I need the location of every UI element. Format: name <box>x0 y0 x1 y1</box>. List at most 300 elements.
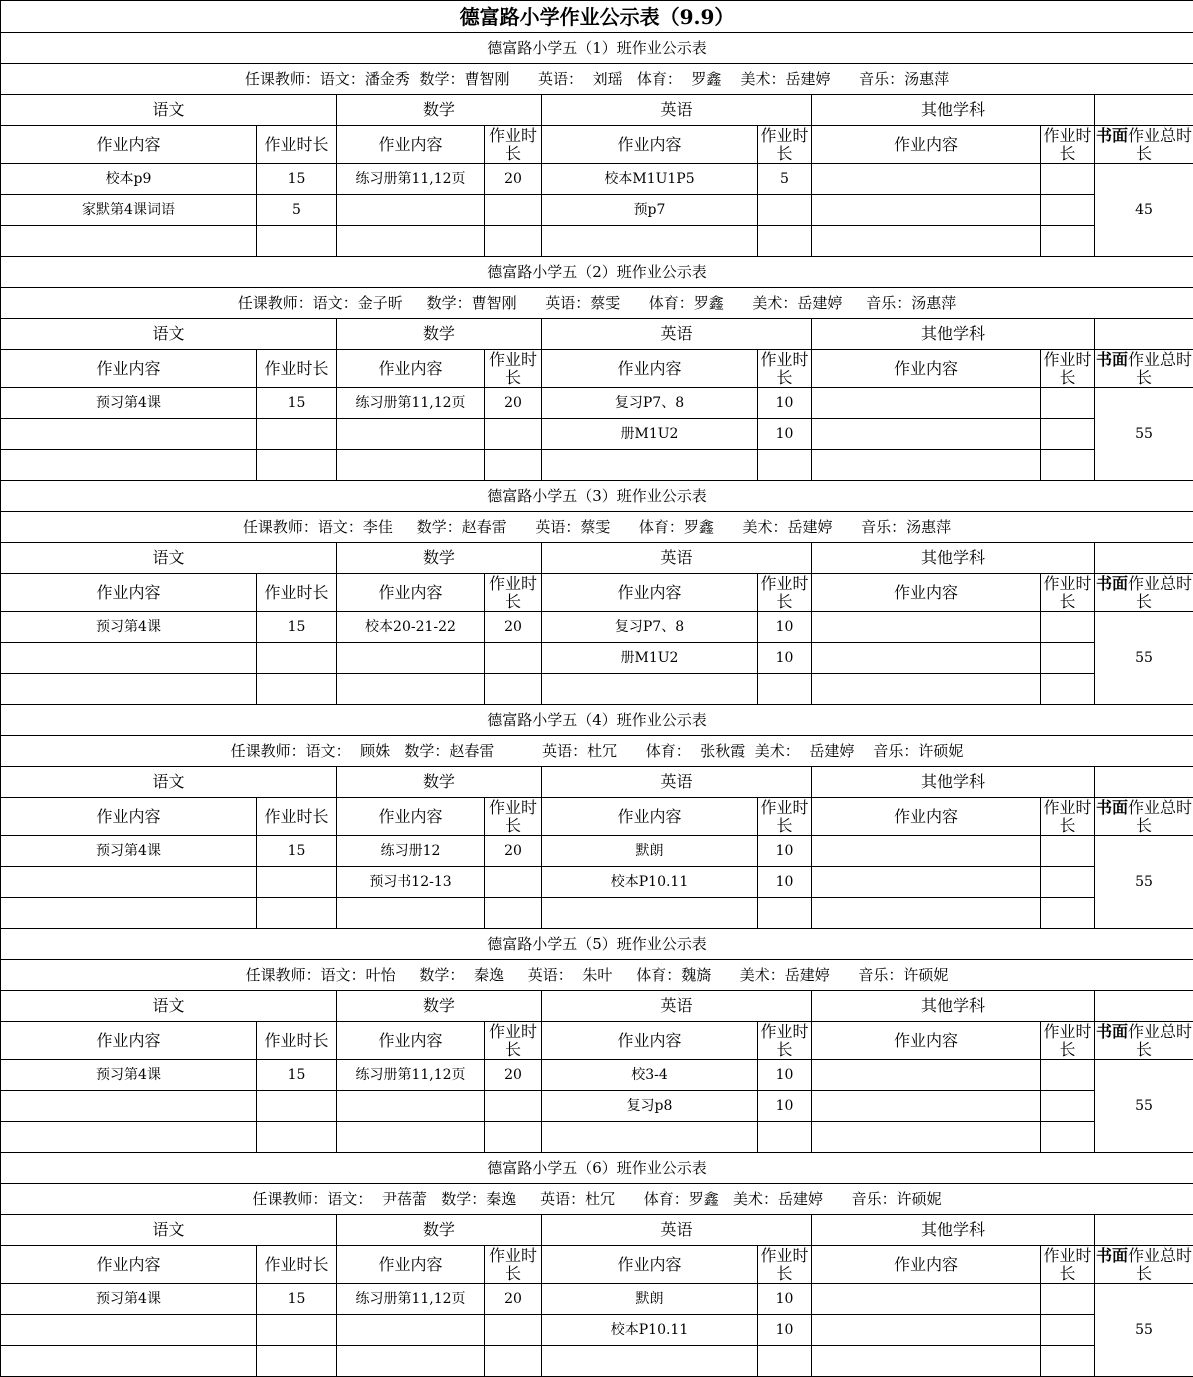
table-cell <box>1041 612 1095 643</box>
col-duration: 作业时长 <box>1041 1022 1095 1060</box>
col-total-bold: 书面 <box>1096 1022 1128 1041</box>
table-cell <box>257 643 337 674</box>
table-cell: 练习册第11,12页 <box>337 1060 485 1091</box>
table-cell: 校3-4 <box>542 1060 758 1091</box>
table-cell: 10 <box>758 836 812 867</box>
table-cell: 10 <box>758 643 812 674</box>
table-cell <box>485 1091 542 1122</box>
table-cell: 校本p9 <box>1 164 257 195</box>
table-cell <box>1 419 257 450</box>
table-cell <box>542 674 758 705</box>
table-cell <box>812 1060 1041 1091</box>
teachers-info: 任课教师：语文：叶怡 数学： 秦逸 英语： 朱叶 体育：魏旖 美术：岳建婷 音乐：许硕妮 <box>1 960 1193 991</box>
empty-cell <box>1095 95 1193 126</box>
table-cell <box>337 450 485 481</box>
table-row <box>1 226 1193 257</box>
table-row <box>1 1315 1193 1346</box>
table-cell <box>337 1346 485 1377</box>
class-title: 德富路小学五（3）班作业公示表 <box>1 481 1193 512</box>
subject-other: 其他学科 <box>812 95 1095 126</box>
table-cell: 册M1U2 <box>542 643 758 674</box>
col-content: 作业内容 <box>812 1022 1041 1060</box>
table-cell <box>812 164 1041 195</box>
table-cell <box>485 1346 542 1377</box>
table-cell: 校本M1U1P5 <box>542 164 758 195</box>
table-cell <box>758 226 812 257</box>
teachers-row <box>1 1184 1193 1215</box>
table-cell <box>1041 1060 1095 1091</box>
subject-header-row <box>1 767 1193 798</box>
table-cell <box>1041 674 1095 705</box>
column-header-row <box>1 1022 1193 1060</box>
teachers-info: 任课教师：语文：李佳 数学：赵春雷 英语：蔡雯 体育：罗鑫 美术：岳建婷 音乐：汤惠萍 <box>1 512 1193 543</box>
col-total-rest: 作业总时长 <box>1128 1246 1192 1283</box>
subject-other: 其他学科 <box>812 991 1095 1022</box>
subject-english: 英语 <box>542 991 812 1022</box>
col-total-bold: 书面 <box>1096 798 1128 817</box>
teachers-info: 任课教师：语文： 顾姝 数学：赵春雷 英语：杜冗 体育： 张秋霞 美术： 岳建婷 音乐：许硕妮 <box>1 736 1193 767</box>
subject-chinese: 语文 <box>1 1215 337 1246</box>
col-duration: 作业时长 <box>1041 1246 1095 1284</box>
table-cell: 15 <box>257 1284 337 1315</box>
subject-header-row <box>1 319 1193 350</box>
table-cell: 练习册第11,12页 <box>337 388 485 419</box>
table-cell <box>812 1122 1041 1153</box>
table-row <box>1 1091 1193 1122</box>
col-content: 作业内容 <box>542 798 758 836</box>
table-cell <box>337 195 485 226</box>
table-cell <box>1 1315 257 1346</box>
table-cell <box>1 867 257 898</box>
col-total <box>1095 1246 1193 1284</box>
table-cell <box>542 450 758 481</box>
table-row <box>1 674 1193 705</box>
table-cell <box>337 643 485 674</box>
table-cell: 20 <box>485 1060 542 1091</box>
col-content: 作业内容 <box>542 574 758 612</box>
table-cell <box>257 1315 337 1346</box>
table-cell: 校本20-21-22 <box>337 612 485 643</box>
table-row <box>1 836 1193 867</box>
col-duration: 作业时长 <box>485 126 542 164</box>
empty-cell <box>1095 319 1193 350</box>
col-total-bold: 书面 <box>1096 574 1128 593</box>
table-cell: 20 <box>485 1284 542 1315</box>
teachers-row <box>1 736 1193 767</box>
table-cell: 默朗 <box>542 836 758 867</box>
table-cell <box>1041 164 1095 195</box>
table-cell: 预习第4课 <box>1 1284 257 1315</box>
col-duration: 作业时长 <box>485 574 542 612</box>
col-content: 作业内容 <box>542 1246 758 1284</box>
table-cell <box>812 195 1041 226</box>
table-cell <box>485 867 542 898</box>
table-cell: 5 <box>758 164 812 195</box>
table-cell <box>337 898 485 929</box>
subject-other: 其他学科 <box>812 319 1095 350</box>
subject-math: 数学 <box>337 991 542 1022</box>
empty-cell <box>1095 1215 1193 1246</box>
table-cell: 20 <box>485 836 542 867</box>
table-cell <box>1 898 257 929</box>
table-cell: 预习第4课 <box>1 612 257 643</box>
subject-other: 其他学科 <box>812 1215 1095 1246</box>
table-cell <box>485 674 542 705</box>
col-duration: 作业时长 <box>1041 574 1095 612</box>
table-row <box>1 1346 1193 1377</box>
col-duration: 作业时长 <box>1041 126 1095 164</box>
total-duration: 55 <box>1095 612 1193 705</box>
table-cell <box>485 419 542 450</box>
table-cell <box>758 1122 812 1153</box>
subject-english: 英语 <box>542 543 812 574</box>
table-cell: 复习P7、8 <box>542 612 758 643</box>
table-cell: 预习第4课 <box>1 1060 257 1091</box>
table-cell <box>758 898 812 929</box>
table-cell <box>1 226 257 257</box>
col-content: 作业内容 <box>337 126 485 164</box>
table-cell: 15 <box>257 164 337 195</box>
table-cell <box>257 226 337 257</box>
table-row <box>1 1060 1193 1091</box>
table-cell: 预习书12-13 <box>337 867 485 898</box>
table-cell: 20 <box>485 164 542 195</box>
table-cell <box>1041 1091 1095 1122</box>
table-cell <box>1 1122 257 1153</box>
table-cell <box>812 643 1041 674</box>
table-cell <box>812 450 1041 481</box>
subject-header-row <box>1 95 1193 126</box>
table-cell <box>1 643 257 674</box>
col-duration: 作业时长 <box>758 1022 812 1060</box>
table-cell <box>812 898 1041 929</box>
table-cell <box>1041 1346 1095 1377</box>
table-cell <box>542 1122 758 1153</box>
table-cell <box>1041 226 1095 257</box>
subject-chinese: 语文 <box>1 767 337 798</box>
col-total-bold: 书面 <box>1096 126 1128 145</box>
class-title-row <box>1 481 1193 512</box>
col-content: 作业内容 <box>337 1246 485 1284</box>
table-cell <box>812 836 1041 867</box>
class-title-row <box>1 929 1193 960</box>
col-total-rest: 作业总时长 <box>1128 350 1192 387</box>
table-cell <box>1 1346 257 1377</box>
table-cell <box>485 643 542 674</box>
table-cell <box>1041 388 1095 419</box>
table-row <box>1 643 1193 674</box>
table-cell <box>485 1122 542 1153</box>
table-cell <box>257 419 337 450</box>
table-cell: 10 <box>758 612 812 643</box>
col-content: 作业内容 <box>812 574 1041 612</box>
table-cell: 校本P10.11 <box>542 1315 758 1346</box>
table-cell <box>758 450 812 481</box>
table-cell <box>1041 898 1095 929</box>
total-duration: 55 <box>1095 388 1193 481</box>
table-cell <box>812 419 1041 450</box>
table-cell: 默朗 <box>542 1284 758 1315</box>
table-cell <box>812 612 1041 643</box>
col-duration: 作业时长 <box>257 1246 337 1284</box>
table-cell <box>1041 195 1095 226</box>
table-cell: 10 <box>758 1315 812 1346</box>
col-duration: 作业时长 <box>758 574 812 612</box>
col-duration: 作业时长 <box>485 350 542 388</box>
col-total-rest: 作业总时长 <box>1128 1022 1192 1059</box>
table-cell: 10 <box>758 1284 812 1315</box>
total-duration: 45 <box>1095 164 1193 257</box>
subject-math: 数学 <box>337 319 542 350</box>
table-cell <box>337 1122 485 1153</box>
table-cell: 练习册12 <box>337 836 485 867</box>
table-cell <box>1 450 257 481</box>
table-cell <box>257 867 337 898</box>
subject-math: 数学 <box>337 767 542 798</box>
table-cell: 15 <box>257 836 337 867</box>
col-total-bold: 书面 <box>1096 350 1128 369</box>
table-cell <box>485 195 542 226</box>
column-header-row <box>1 1246 1193 1284</box>
subject-english: 英语 <box>542 319 812 350</box>
table-cell <box>758 1346 812 1377</box>
table-cell: 10 <box>758 1091 812 1122</box>
table-cell <box>1 674 257 705</box>
table-cell <box>485 898 542 929</box>
total-duration: 55 <box>1095 1284 1193 1377</box>
column-header-row <box>1 126 1193 164</box>
subject-header-row <box>1 1215 1193 1246</box>
col-total <box>1095 126 1193 164</box>
table-cell <box>257 674 337 705</box>
table-cell <box>1041 1284 1095 1315</box>
subject-chinese: 语文 <box>1 95 337 126</box>
table-cell <box>1041 643 1095 674</box>
table-cell: 20 <box>485 388 542 419</box>
subject-chinese: 语文 <box>1 991 337 1022</box>
col-duration: 作业时长 <box>1041 798 1095 836</box>
col-total <box>1095 350 1193 388</box>
subject-english: 英语 <box>542 767 812 798</box>
subject-english: 英语 <box>542 1215 812 1246</box>
table-cell <box>257 1091 337 1122</box>
col-duration: 作业时长 <box>257 126 337 164</box>
table-cell: 复习P7、8 <box>542 388 758 419</box>
column-header-row <box>1 574 1193 612</box>
table-cell: 练习册第11,12页 <box>337 1284 485 1315</box>
table-cell: 10 <box>758 388 812 419</box>
table-cell <box>812 226 1041 257</box>
table-cell <box>485 226 542 257</box>
table-cell <box>1041 836 1095 867</box>
page-title: 德富路小学作业公示表（9.9） <box>1 1 1193 33</box>
col-content: 作业内容 <box>542 1022 758 1060</box>
table-cell <box>485 450 542 481</box>
col-content: 作业内容 <box>337 350 485 388</box>
col-content: 作业内容 <box>1 1246 257 1284</box>
table-cell <box>542 898 758 929</box>
subject-other: 其他学科 <box>812 543 1095 574</box>
teachers-row <box>1 64 1193 95</box>
table-cell: 练习册第11,12页 <box>337 164 485 195</box>
table-row <box>1 450 1193 481</box>
teachers-row <box>1 288 1193 319</box>
table-cell <box>1041 1315 1095 1346</box>
col-content: 作业内容 <box>1 1022 257 1060</box>
table-cell: 10 <box>758 867 812 898</box>
table-cell <box>1 1091 257 1122</box>
teachers-row <box>1 512 1193 543</box>
class-title-row <box>1 33 1193 64</box>
class-title-row <box>1 257 1193 288</box>
table-cell <box>337 1315 485 1346</box>
table-cell <box>1041 419 1095 450</box>
col-total-bold: 书面 <box>1096 1246 1128 1265</box>
table-cell: 复习p8 <box>542 1091 758 1122</box>
table-row <box>1 867 1193 898</box>
table-cell <box>1041 867 1095 898</box>
col-content: 作业内容 <box>337 1022 485 1060</box>
table-cell: 校本P10.11 <box>542 867 758 898</box>
subject-header-row <box>1 991 1193 1022</box>
table-cell <box>1041 1122 1095 1153</box>
table-cell <box>812 388 1041 419</box>
col-duration: 作业时长 <box>1041 350 1095 388</box>
empty-cell <box>1095 767 1193 798</box>
col-content: 作业内容 <box>1 350 257 388</box>
table-cell: 册M1U2 <box>542 419 758 450</box>
table-cell <box>257 898 337 929</box>
table-cell <box>337 1091 485 1122</box>
subject-math: 数学 <box>337 543 542 574</box>
subject-header-row <box>1 543 1193 574</box>
table-cell: 15 <box>257 388 337 419</box>
table-cell: 预习第4课 <box>1 388 257 419</box>
col-content: 作业内容 <box>542 126 758 164</box>
class-title: 德富路小学五（1）班作业公示表 <box>1 33 1193 64</box>
col-duration: 作业时长 <box>758 798 812 836</box>
col-content: 作业内容 <box>1 574 257 612</box>
col-duration: 作业时长 <box>257 350 337 388</box>
column-header-row <box>1 350 1193 388</box>
table-row <box>1 388 1193 419</box>
class-title: 德富路小学五（4）班作业公示表 <box>1 705 1193 736</box>
col-total <box>1095 798 1193 836</box>
table-cell <box>257 450 337 481</box>
col-content: 作业内容 <box>812 126 1041 164</box>
table-cell <box>812 1091 1041 1122</box>
col-total <box>1095 1022 1193 1060</box>
table-cell <box>812 1284 1041 1315</box>
col-content: 作业内容 <box>812 350 1041 388</box>
table-cell: 15 <box>257 612 337 643</box>
col-content: 作业内容 <box>1 126 257 164</box>
col-content: 作业内容 <box>812 798 1041 836</box>
col-duration: 作业时长 <box>257 1022 337 1060</box>
col-duration: 作业时长 <box>485 1246 542 1284</box>
col-total-rest: 作业总时长 <box>1128 126 1192 163</box>
table-cell: 预习第4课 <box>1 836 257 867</box>
table-cell: 10 <box>758 419 812 450</box>
table-cell <box>337 674 485 705</box>
teachers-info: 任课教师：语文：金子昕 数学：曹智刚 英语：蔡雯 体育：罗鑫 美术：岳建婷 音乐：汤惠萍 <box>1 288 1193 319</box>
table-cell <box>257 1346 337 1377</box>
col-content: 作业内容 <box>542 350 758 388</box>
table-cell <box>485 1315 542 1346</box>
table-row <box>1 898 1193 929</box>
table-cell: 10 <box>758 1060 812 1091</box>
subject-other: 其他学科 <box>812 767 1095 798</box>
subject-math: 数学 <box>337 95 542 126</box>
table-cell: 5 <box>257 195 337 226</box>
class-title: 德富路小学五（6）班作业公示表 <box>1 1153 1193 1184</box>
col-content: 作业内容 <box>337 574 485 612</box>
table-cell <box>758 674 812 705</box>
col-content: 作业内容 <box>812 1246 1041 1284</box>
col-duration: 作业时长 <box>257 574 337 612</box>
class-title: 德富路小学五（2）班作业公示表 <box>1 257 1193 288</box>
table-cell: 家默第4课词语 <box>1 195 257 226</box>
table-cell <box>1041 450 1095 481</box>
col-duration: 作业时长 <box>257 798 337 836</box>
table-cell: 预p7 <box>542 195 758 226</box>
teachers-info: 任课教师：语文：潘金秀 数学：曹智刚 英语： 刘瑶 体育： 罗鑫 美术：岳建婷 音乐：汤惠萍 <box>1 64 1193 95</box>
col-duration: 作业时长 <box>758 350 812 388</box>
table-cell <box>812 867 1041 898</box>
class-title-row <box>1 1153 1193 1184</box>
table-cell <box>812 674 1041 705</box>
table-cell <box>337 226 485 257</box>
teachers-info: 任课教师：语文： 尹蓓蕾 数学：秦逸 英语：杜冗 体育：罗鑫 美术：岳建婷 音乐：许硕妮 <box>1 1184 1193 1215</box>
col-content: 作业内容 <box>337 798 485 836</box>
column-header-row <box>1 798 1193 836</box>
col-duration: 作业时长 <box>758 126 812 164</box>
col-total <box>1095 574 1193 612</box>
teachers-row <box>1 960 1193 991</box>
table-row <box>1 164 1193 195</box>
total-duration: 55 <box>1095 1060 1193 1153</box>
table-cell <box>758 195 812 226</box>
table-cell <box>337 419 485 450</box>
col-content: 作业内容 <box>1 798 257 836</box>
table-cell <box>542 226 758 257</box>
col-total-rest: 作业总时长 <box>1128 798 1192 835</box>
class-title: 德富路小学五（5）班作业公示表 <box>1 929 1193 960</box>
col-total-rest: 作业总时长 <box>1128 574 1192 611</box>
subject-math: 数学 <box>337 1215 542 1246</box>
total-duration: 55 <box>1095 836 1193 929</box>
table-cell <box>257 1122 337 1153</box>
col-duration: 作业时长 <box>485 1022 542 1060</box>
col-duration: 作业时长 <box>485 798 542 836</box>
subject-chinese: 语文 <box>1 319 337 350</box>
table-cell: 20 <box>485 612 542 643</box>
table-row <box>1 419 1193 450</box>
subject-chinese: 语文 <box>1 543 337 574</box>
table-cell <box>542 1346 758 1377</box>
table-row <box>1 1122 1193 1153</box>
table-row <box>1 195 1193 226</box>
empty-cell <box>1095 543 1193 574</box>
table-cell <box>812 1315 1041 1346</box>
class-title-row <box>1 705 1193 736</box>
empty-cell <box>1095 991 1193 1022</box>
subject-english: 英语 <box>542 95 812 126</box>
table-cell <box>812 1346 1041 1377</box>
table-row <box>1 1284 1193 1315</box>
table-cell: 15 <box>257 1060 337 1091</box>
col-duration: 作业时长 <box>758 1246 812 1284</box>
